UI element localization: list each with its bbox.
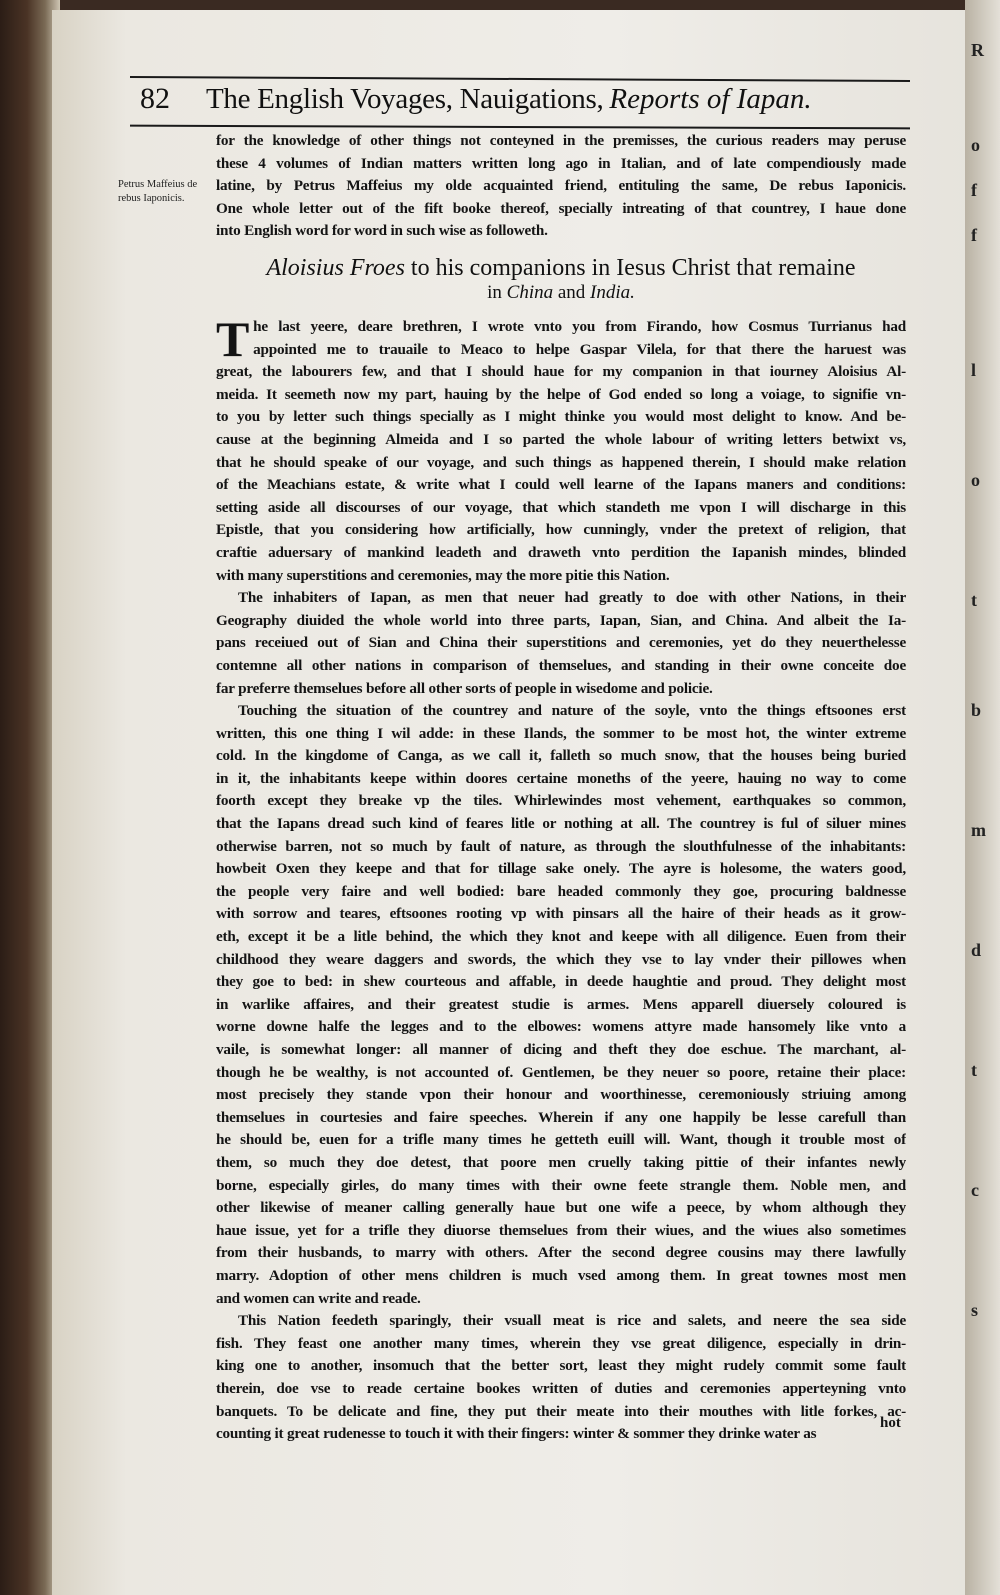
text-line: in it, the inhabitants keepe within doores certaine moneths of the yeere, hauing no way to come <box>216 769 906 787</box>
text-line: banquets. To be delicate and fine, they put their meate into their mouthes with litle forkes, ac- <box>216 1402 906 1420</box>
book-spine-edge <box>0 0 60 1595</box>
text-line: haue issue, yet for a trifle they diuorse themselues from their wiues, and the wiues also sometimes <box>216 1221 906 1239</box>
page-number: 82 <box>140 82 170 115</box>
text-line: One whole letter out of the fift booke thereof, specially intreating of that countrey, I haue done <box>216 199 906 217</box>
text-line: the people very faire and well bodied: bare headed commonly they goe, procuring baldnesse <box>216 882 906 900</box>
next-page-letter: f <box>971 180 977 200</box>
text-line: childhood they weare daggers and swords, the which they vse to lay vnder their pillowes when <box>216 950 906 968</box>
text-line: The inhabiters of Iapan, as men that neuer had greatly to doe with other Nations, in their <box>238 589 906 607</box>
text-line: he should be, euen for a trifle many times he getteth euill will. Want, though it trouble most of <box>216 1131 906 1149</box>
next-page-edge <box>965 0 1000 1595</box>
next-page-letter: o <box>971 135 980 155</box>
text-line: far preferre themselues before all other sorts of people in wisedome and policie. <box>216 679 713 697</box>
next-page-letter: m <box>971 820 986 840</box>
next-page-letter: c <box>971 1180 979 1200</box>
section-title: Reports of Iapan. <box>609 83 812 115</box>
text-line: written, this one thing I wil adde: in these Ilands, the sommer to be most hot, the winter extreme <box>216 724 906 742</box>
next-page-letter: s <box>971 1300 979 1320</box>
text-line: from their husbands, to marry with others. After the second degree cousins may there lawfully <box>216 1244 906 1262</box>
place-india: India. <box>590 282 635 303</box>
text-line: worne downe halfe the legges and to the elbowes: womens attyre made hansomely like vnto a <box>216 1018 906 1036</box>
next-page-letter: o <box>971 470 980 490</box>
next-page-letter: t <box>971 1060 977 1080</box>
text-line: foorth except they breake vp the tiles. Whirlewindes most vehement, earthquakes so common, <box>216 792 906 810</box>
text-line: eth, except it be a litle behind, the which they knot and keepe with all diligence. Euen from their <box>216 928 906 946</box>
text-line: they goe to bed: in shew courteous and affable, in deede haughtie and proud. They delight most <box>216 973 906 991</box>
text-line: meida. It seemeth now my part, hauing by the helpe of God ended so long a voiage, to signifie vn- <box>216 385 906 403</box>
drop-cap: T <box>216 311 250 367</box>
text-line: that the Iapans dread such kind of feares litle or nothing at all. The countrey is ful of siluer mines <box>216 815 906 833</box>
running-header <box>140 82 908 116</box>
text-line: borne, especially girles, do many times with their owne feete strangle them. Noble men, and <box>216 1176 906 1194</box>
text-line: Epistle, that you considering how artificially, how cunningly, vnder the pretext of religion, that <box>216 521 906 539</box>
next-page-letter: t <box>971 590 977 610</box>
next-page-letter: b <box>971 700 982 720</box>
text-line: Touching the situation of the countrey and nature of the soyle, vnto the things eftsoones erst <box>238 702 906 720</box>
next-page-letter: d <box>971 940 982 960</box>
text-line: other likewise of meaner calling generally haue but one wife a peece, by whom although they <box>216 1199 906 1217</box>
running-title: The English Voyages, Nauigations, <box>206 83 604 115</box>
text-line: he last yeere, deare brethren, I wrote vnto you from Firando, how Cosmus Turrianus had <box>253 318 906 335</box>
intro-text <box>216 130 906 243</box>
text-line: vaile, is somewhat longer: all manner of dicing and theft they doe eschue. The marchant, al- <box>216 1041 906 1058</box>
letter-title <box>216 254 906 304</box>
text-line: them, so much they doe detest, that poore men cruelly taking pittie of their infantes newly <box>216 1153 906 1171</box>
text-line: setting aside all discourses of our voyage, that which standeth me vpon I will discharge in this <box>216 498 906 516</box>
margin-note: Petrus Maffeius de rebus Iaponicis. <box>118 179 198 204</box>
text-line: otherwise barren, not so much by fault of nature, as through the slouthfulnesse of the inhabitants: <box>216 837 906 855</box>
text-line: latine, by Petrus Maffeius my olde acquainted friend, entituling the same, De rebus Iaponicis. <box>216 177 906 195</box>
text-line: though he be wealthy, is not accounted of. Gentlemen, be they neuer so poore, retaine their place: <box>216 1063 906 1081</box>
letter-author: Aloisius Froes <box>266 255 405 281</box>
text-line: into English word for word in such wise as followeth. <box>216 222 548 240</box>
text-line: for the knowledge of other things not conteyned in the premisses, the curious readers may peruse <box>216 132 906 149</box>
text-line: fish. They feast one another many times, wherein they vse great diligence, especially in drin- <box>216 1334 906 1352</box>
text-line: appointed me to trauaile to Meaco to helpe Gaspar Vilela, for that there the haruest was <box>253 340 906 358</box>
text-line: marry. Adoption of other mens children is much vsed among them. In great townes most men <box>216 1266 906 1284</box>
text-line: themselues in courtesies and faire speeches. Wherein if any one happily be lesse carefull than <box>216 1108 906 1126</box>
text-line: therein, doe vse to reade certaine bookes written of duties and ceremonies apperteyning vnto <box>216 1379 906 1397</box>
text-line: most precisely they stande vpon their honour and woorthinesse, ceremoniously striuing among <box>216 1086 906 1104</box>
letter-body <box>216 311 906 1446</box>
text-line: with sorrow and teares, eftsoones rooting vp with pinsars all the haire of their heads as it grow- <box>216 905 906 923</box>
text-line: Geography diuided the whole world into three parts, Iapan, Sian, and China. And albeit the Ia- <box>216 611 906 629</box>
next-page-letter: f <box>971 225 977 245</box>
next-page-letter: l <box>971 360 977 380</box>
text-line: in warlike affaires, and their greatest studie is armes. Mens apparell diuersely coloured is <box>216 995 906 1013</box>
text-line: great, the labourers few, and that I should haue for my companion in that iourney Aloisius Al- <box>216 363 906 381</box>
text-line: these 4 volumes of Indian matters written long ago in Italian, and of late compendiously made <box>216 154 906 172</box>
text-line: of the Meachians estate, & write what I could well learne of the Iapans maners and conditions: <box>216 476 906 494</box>
catchword: hot <box>880 1415 901 1431</box>
text-line: that he should speake of our voyage, and such things as happened therein, I should make relation <box>216 453 906 471</box>
text-line: king one to another, insomuch that the better sort, least they might rudely commit some fault <box>216 1357 906 1375</box>
text-line: contemne all other nations in comparison of themselues, and standing in their owne conceite doe <box>216 656 906 674</box>
text-line: craftie aduersary of mankind leadeth and draweth vnto perdition the Iapanish mindes, blinded <box>216 543 906 561</box>
text-line: howbeit Oxen they keepe and that for tillage sake onely. The ayre is holesome, the waters good, <box>216 860 906 878</box>
title-word: in <box>487 282 502 303</box>
text-line: with many superstitions and ceremonies, may the more pitie this Nation. <box>216 566 670 584</box>
text-line: to you by letter such things specially as I might thinke you would most delight to know. And be- <box>216 408 906 426</box>
text-line: pans receiued out of Sian and China their superstitions and ceremonies, yet do they neuerthelesse <box>216 634 906 652</box>
letter-title-text: to his companions in Iesus Christ that remaine <box>410 255 856 281</box>
text-line: counting it great rudenesse to touch it with their fingers: winter & sommer they drinke water as <box>216 1425 817 1443</box>
text-line: This Nation feedeth sparingly, their vsuall meat is rice and salets, and neere the sea side <box>238 1312 906 1330</box>
next-page-letter: R <box>971 40 984 60</box>
text-line: cold. In the kingdome of Canga, as we call it, falleth so much snow, that the houses being buried <box>216 747 906 765</box>
place-china: China <box>506 282 554 303</box>
text-line: cause at the beginning Almeida and I so parted the whole labour of writing letters betwixt vs, <box>216 430 906 448</box>
title-word: and <box>557 282 586 303</box>
text-line: and women can write and reade. <box>216 1289 421 1307</box>
